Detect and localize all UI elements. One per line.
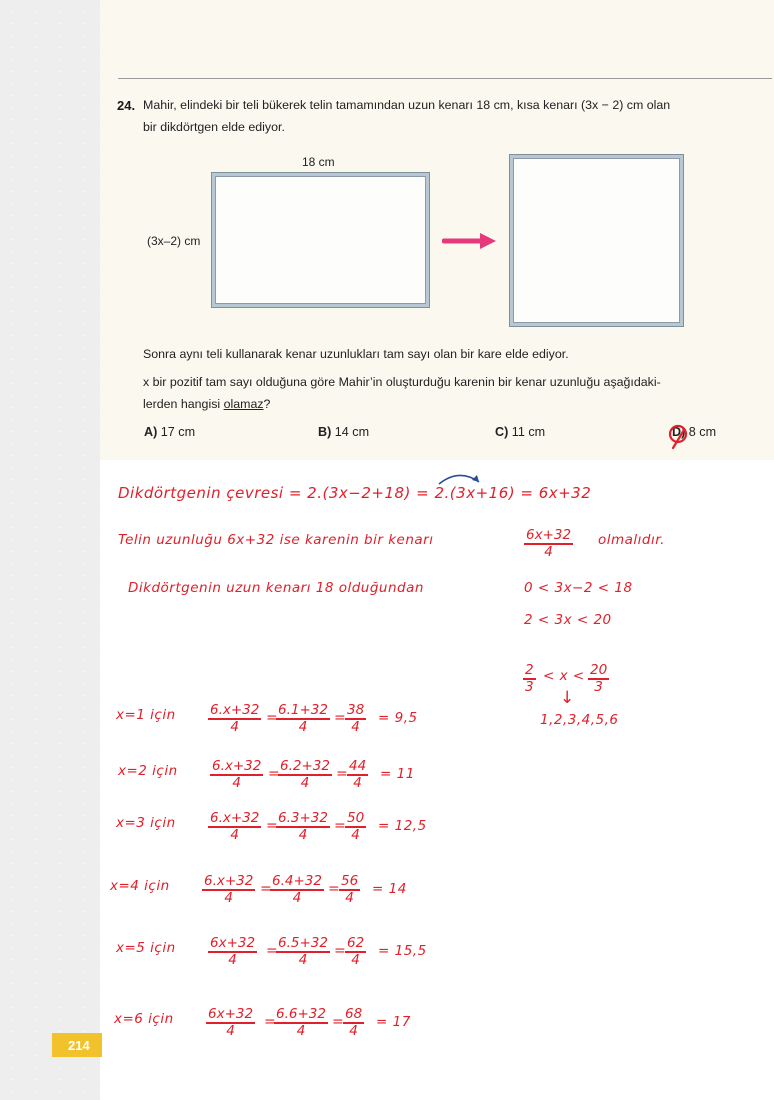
hw-case-fraction: $\frac{44}{4}$ <box>349 758 367 791</box>
hw-case-result: = 9,5 <box>378 710 418 726</box>
question-prompt-line2: lerden hangisi olamaz? <box>143 397 271 411</box>
square-figure <box>510 155 683 326</box>
hw-case-result: = 15,5 <box>378 943 427 959</box>
answer-mark-icon <box>668 424 690 452</box>
page-number: 214 <box>52 1033 102 1057</box>
hw-down-arrow: ↓ <box>560 688 575 708</box>
hw-case-fraction: $\frac{6.x+32}{4}$ <box>210 810 260 843</box>
hw-equals-sign: = <box>332 1014 344 1030</box>
hw-inequality-1: 0 < 3x−2 < 18 <box>524 580 633 596</box>
hw-case-fraction: $\frac{6x+32}{4}$ <box>210 935 256 968</box>
hw-equals-sign: = <box>336 766 348 782</box>
hw-ineq3-left-fraction: $\frac{2}{3}$ <box>525 662 534 695</box>
hw-long-side-line: Dikdörtgenin uzun kenarı 18 olduğundan <box>128 580 424 596</box>
question-number: 24. <box>117 98 136 113</box>
hw-case-fraction: $\frac{6.6+32}{4}$ <box>276 1006 326 1039</box>
hw-equals-sign: = <box>334 710 346 726</box>
hw-equals-sign: = <box>266 943 278 959</box>
side-pattern <box>0 0 100 1100</box>
hw-case-label: x=4 için <box>110 878 170 894</box>
hw-case-fraction: $\frac{6.5+32}{4}$ <box>278 935 328 968</box>
hw-equals-sign: = <box>266 818 278 834</box>
hw-case-fraction: $\frac{6x+32}{4}$ <box>208 1006 254 1039</box>
hw-case-fraction: $\frac{6.3+32}{4}$ <box>278 810 328 843</box>
hw-integer-values: 1,2,3,4,5,6 <box>540 712 619 728</box>
right-arrow-icon <box>442 231 498 251</box>
hw-must-be: olmalıdır. <box>598 532 665 548</box>
hw-equals-sign: = <box>264 1014 276 1030</box>
hw-case-fraction: $\frac{6.2+32}{4}$ <box>280 758 330 791</box>
underlined-olamaz: olamaz <box>223 397 264 411</box>
hw-case-fraction: $\frac{6.x+32}{4}$ <box>212 758 262 791</box>
question-prompt-line1: x bir pozitif tam sayı olduğuna göre Mahir’in oluşturduğu karenin bir kenar uzunluğu aşağıdaki- <box>143 375 661 389</box>
hw-case-result: = 17 <box>376 1014 411 1030</box>
hw-equals-sign: = <box>328 881 340 897</box>
distribute-arrow-icon <box>435 470 485 488</box>
divider <box>118 78 772 79</box>
hw-side-fraction: $\frac{6x+32}{4}$ <box>526 527 572 560</box>
hw-case-result: = 14 <box>372 881 407 897</box>
hw-equals-sign: = <box>268 766 280 782</box>
hw-case-fraction: $\frac{6.4+32}{4}$ <box>272 873 322 906</box>
hw-case-label: x=1 için <box>116 707 176 723</box>
hw-case-fraction: $\frac{38}{4}$ <box>347 702 365 735</box>
hw-case-result: = 12,5 <box>378 818 427 834</box>
hw-equals-sign: = <box>266 710 278 726</box>
hw-case-fraction: $\frac{50}{4}$ <box>347 810 365 843</box>
hw-case-fraction: $\frac{62}{4}$ <box>347 935 365 968</box>
hw-equals-sign: = <box>334 943 346 959</box>
hw-case-fraction: $\frac{6.1+32}{4}$ <box>278 702 328 735</box>
question-after-figure: Sonra aynı teli kullanarak kenar uzunlukları tam sayı olan bir kare elde ediyor. <box>143 347 569 361</box>
choice-d: D) 8 cm <box>672 425 717 439</box>
rectangle-top-label: 18 cm <box>302 155 335 169</box>
question-intro-line2: bir dikdörtgen elde ediyor. <box>143 120 285 134</box>
hw-case-fraction: $\frac{56}{4}$ <box>341 873 359 906</box>
hw-case-label: x=2 için <box>118 763 178 779</box>
choice-a: A) 17 cm <box>144 425 196 439</box>
hw-equals-sign: = <box>260 881 272 897</box>
hw-case-fraction: $\frac{6.x+32}{4}$ <box>210 702 260 735</box>
hw-case-label: x=5 için <box>116 940 176 956</box>
hw-case-result: = 11 <box>380 766 415 782</box>
hw-equals-sign: = <box>334 818 346 834</box>
rectangle-figure <box>212 173 429 307</box>
hw-inequality-2: 2 < 3x < 20 <box>524 612 612 628</box>
hw-case-fraction: $\frac{6.x+32}{4}$ <box>204 873 254 906</box>
hw-ineq3-middle: < x < <box>543 668 585 684</box>
hw-case-fraction: $\frac{68}{4}$ <box>345 1006 363 1039</box>
hw-case-label: x=6 için <box>114 1011 174 1027</box>
hw-wire-length-line: Telin uzunluğu 6x+32 ise karenin bir kenarı <box>118 532 434 548</box>
choice-b: B) 14 cm <box>318 425 370 439</box>
question-intro-line1: Mahir, elindeki bir teli bükerek telin tamamından uzun kenarı 18 cm, kısa kenarı (3x − 2) cm olan <box>143 98 671 112</box>
rectangle-side-label: (3x–2) cm <box>147 234 201 248</box>
hw-ineq3-right-fraction: $\frac{20}{3}$ <box>590 662 608 695</box>
choice-c: C) 11 cm <box>495 425 546 439</box>
hw-case-label: x=3 için <box>116 815 176 831</box>
hw-perimeter-line: Dikdörtgenin çevresi = 2.(3x−2+18) = 2.(3x+16) = 6x+32 <box>118 484 592 502</box>
